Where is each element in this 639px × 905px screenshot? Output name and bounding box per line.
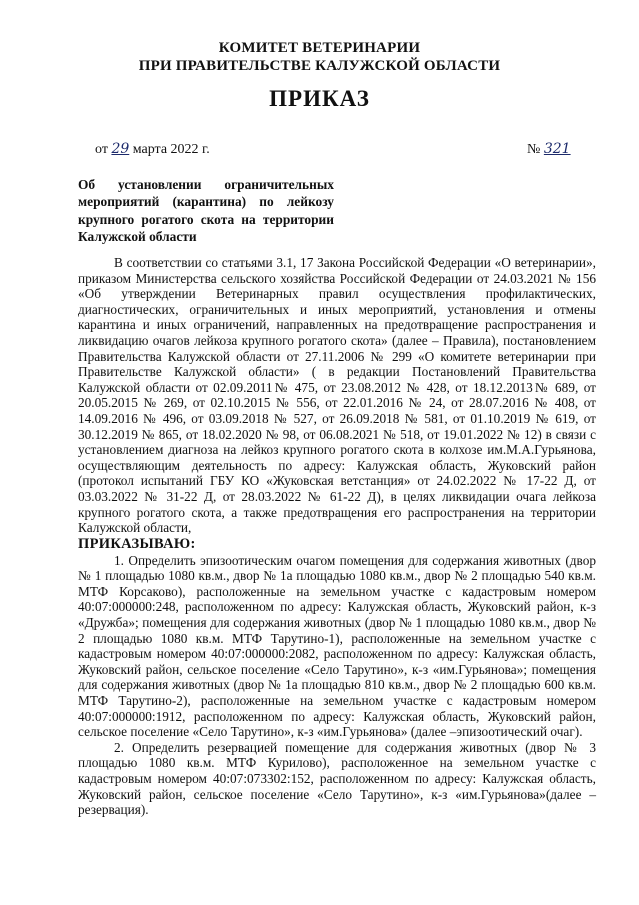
order-keyword: ПРИКАЗЫВАЮ: <box>78 535 196 552</box>
order-date <box>95 141 210 158</box>
preamble-paragraph: В соответствии со статьями 3.1, 17 Закона Российской Федерации «О ветеринарии», приказом Министерства сельского хозяйства Российской Федерации от 24.03.2021 № 156 «Об утверждении Ветеринарных правил осуществления профилактических, диагностических, ограничительных и иных мероприятий, установления и отмены карантина и иных ограничений, направленных на предотвращение распространения и ликвидацию очагов лейкоза крупного рогатого скота» (далее – Правила), постановлением Правительства Калужской области от 27.11.2006 № 299 «О комитете ветеринарии при Правительстве Калужской области» ( в редакции Постановлений Правительства Калужской области от 02.09.2011№ 475, от 23.08.2012 № 428, от 18.12.2013№ 689, от 20.05.2015 № 269, от 02.10.2015 № 556, от 22.01.2016 № 24, от 28.07.2016 № 408, от 14.09.2016 № 496, от 03.09.2018 № 527, от 26.09.2018 № 581, от 01.10.2019 № 619, от 30.12.2019 № 865, от 18.02.2020 № 98, от 06.08.2021 № 518, от 19.01.2022 № 12) в связи с установлением диагноза на лейкоз крупного рогатого скота в колхозе им.М.А.Гурьянова, осуществляющим деятельность по адресу: Калужская область, Жуковский район (протокол испытаний ГБУ КО «Жуковская ветстанция» от 24.02.2022 № 17-22 Д, от 03.03.2022 № 31-22 Д, от 28.03.2022 № 61-22 Д), в целях ликвидации очага лейкоза крупного рогатого скота, а также предотвращения его распространения на территории Калужской области, <box>78 255 596 536</box>
order-item-2: 2. Определить резервацией помещение для содержания животных (двор № 3 площадью 1080 кв.м. МТФ Курилово), расположенное на земельном участке с кадастровым номером 40:07:073302:152, расположенном по адресу: Калужская область, Жуковский район, сельское поселение «Село Тарутино», к-з «им.Гурьянова»(далее – резервация). <box>78 739 596 818</box>
order-subject: Об установлении ограничительных мероприятий (карантина) по лейкозу крупного рогатого скота на территории Калужской области <box>78 177 334 245</box>
org-name-line1: КОМИТЕТ ВЕТЕРИНАРИИ <box>218 40 421 56</box>
date-day-handwritten: 29 <box>111 141 130 157</box>
document-type-title: ПРИКАЗ <box>269 86 370 111</box>
order-body <box>78 255 596 818</box>
org-name-line2: ПРИ ПРАВИТЕЛЬСТВЕ КАЛУЖСКОЙ ОБЛАСТИ <box>138 58 501 74</box>
date-rest: марта 2022 г. <box>132 142 210 157</box>
number-value-handwritten: 321 <box>543 141 571 157</box>
order-item-1: 1. Определить эпизоотическим очагом помещения для содержания животных (двор № 1 площадью 1080 кв.м., двор № 1а площадью 1080 кв.м., двор № 2 площадью 540 кв.м. МТФ Корсаково), расположенные на земельном участке с кадастровым номером 40:07:000000:248, расположенном по адресу: Калужская область, Жуковский район, к-з «Дружба»; помещения для содержания животных (двор № 1 площадью 1080 кв.м., двор № 2 площадью 1080 кв.м. МТФ Тарутино-1), расположенные на земельном участке с кадастровым номером 40:07:000000:2082, расположенном по адресу: Калужская область, Жуковский район, сельское поселение «Село Тарутино», к-з «им.Гурьянова»; помещения для содержания животных (двор № 1а площадью 810 кв.м., двор № 2 площадью 600 кв.м. МТФ Тарутино-2), расположенные на земельном участке с кадастровым номером 40:07:000000:1912, расположенном по адресу: Калужская область, Жуковский район, сельское поселение «Село Тарутино», к-з «им.Гурьянова» (далее –эпизоотический очаг). <box>78 552 596 740</box>
number-prefix: № <box>527 142 541 157</box>
date-prefix: от <box>95 142 108 157</box>
order-number <box>527 141 571 158</box>
